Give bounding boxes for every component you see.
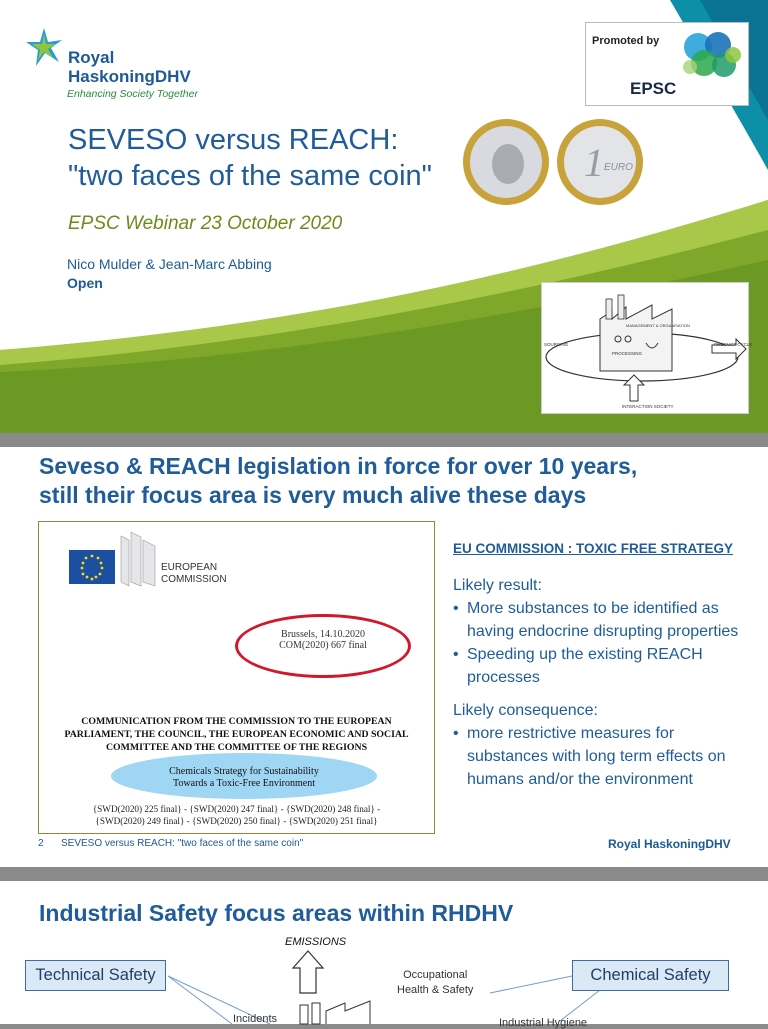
epsc-name: EPSC (630, 79, 677, 98)
logo-tagline: Enhancing Society Together (67, 88, 198, 100)
strategy-bullets (453, 574, 758, 791)
result-list (453, 597, 758, 689)
slide2-title-line-2: still their focus area is very much alive these days (39, 482, 587, 508)
comm-line-3: COMMITTEE AND THE COMMITTEE OF THE REGIONS (105, 742, 368, 753)
consequence-list (453, 722, 758, 791)
european-commission-name (161, 562, 227, 586)
page-number: 2 (38, 838, 44, 849)
emissions-label: EMISSIONS (285, 936, 347, 948)
document-date-reference (235, 629, 411, 651)
euro-coins-image (462, 118, 644, 206)
classification-label: Open (67, 275, 103, 291)
swd-line-1: {SWD(2020) 225 final} - {SWD(2020) 247 final} - {SWD(2020) 248 final} - (92, 804, 381, 814)
promoted-by-label: Promoted by (592, 35, 660, 47)
likely-consequence-label: Likely consequence: (453, 702, 598, 719)
occupational-line-2: Health & Safety (397, 984, 474, 996)
result-item: • More substances to be identified as having endocrine disrupting properties (467, 597, 758, 643)
occupational-health-label (397, 968, 473, 998)
epsc-circles-logo-icon (678, 27, 744, 89)
title-slide (0, 0, 768, 433)
presentation-title (68, 122, 432, 194)
chemical-safety-box: Chemical Safety (572, 960, 729, 991)
org-line-1: EUROPEAN (161, 562, 218, 573)
occupational-line-1: Occupational (403, 969, 468, 981)
document-reference: COM(2020) 667 final (279, 640, 367, 651)
diagram-processing-label: PROCESSING (612, 351, 643, 356)
footer-title: SEVESO versus REACH: "two faces of the same coin" (61, 838, 304, 849)
footer-logo: Royal HaskoningDHV (608, 837, 731, 851)
eu-commission-logo-icon (69, 532, 159, 586)
logo-line-royal: Royal (68, 48, 115, 67)
comm-line-1: COMMUNICATION FROM THE COMMISSION TO THE EUROPEAN (81, 716, 392, 727)
focus-areas-slide (0, 881, 768, 1029)
royal-haskoning-logo-icon (26, 26, 66, 70)
swd-line-2: {SWD(2020) 249 final} - {SWD(2020) 250 final} - {SWD(2020) 251 final} (95, 816, 378, 826)
technical-safety-box: Technical Safety (25, 960, 166, 991)
swd-references (49, 803, 424, 827)
strategy-line-2: Towards a Toxic-Free Environment (173, 778, 315, 789)
strategy-line-1: Chemicals Strategy for Sustainability (169, 766, 319, 777)
incidents-label: Incidents (233, 1013, 278, 1025)
title-line-1: SEVESO versus REACH: (68, 124, 399, 156)
document-date: Brussels, 14.10.2020 (281, 629, 365, 640)
toxic-free-strategy-heading: EU COMMISSION : TOXIC FREE STRATEGY (453, 541, 734, 556)
title-line-2: "two faces of the same coin" (68, 160, 432, 192)
diagram-product-cycle-label: PRODUCT CYCLE (714, 342, 753, 347)
diagram-society-label: INTERACTION SOCIETY (622, 404, 674, 409)
slide3-title: Industrial Safety focus areas within RHDHV (39, 900, 514, 926)
communication-heading (51, 715, 422, 754)
strategy-title (111, 766, 377, 790)
org-line-2: COMMISSION (161, 574, 227, 585)
emissions-arrow-icon (293, 951, 323, 993)
svg-text:1: 1 (584, 140, 604, 185)
factory-process-diagram (541, 282, 753, 414)
logo-line-haskoning: HaskoningDHV (68, 67, 191, 86)
slide2-title-line-1: Seveso & REACH legislation in force for over 10 years, (39, 453, 638, 479)
logo-wordmark (68, 48, 191, 86)
legislation-slide (0, 447, 768, 867)
industrial-hygiene-label: Industrial Hygiene (499, 1017, 588, 1029)
slide2-title (39, 452, 759, 510)
consequence-item: • more restrictive measures for substances with long term effects on humans and/or the environment (467, 722, 758, 791)
diagram-sourcing-label: SOURCING (544, 342, 569, 347)
webinar-subtitle: EPSC Webinar 23 October 2020 (68, 213, 343, 234)
epsc-promoter-box (585, 22, 749, 106)
coin-euro-label: EURO (604, 162, 633, 173)
diagram-management-label: MANAGEMENT & ORGANISATION (626, 323, 690, 328)
likely-result-label: Likely result: (453, 577, 542, 594)
focus-areas-diagram (0, 881, 768, 1024)
authors: Nico Mulder & Jean-Marc Abbing (67, 256, 272, 272)
eu-communication-document (38, 521, 435, 834)
result-item: • Speeding up the existing REACH processes (467, 643, 758, 689)
comm-line-2: PARLIAMENT, THE COUNCIL, THE EUROPEAN ECONOMIC AND SOCIAL (64, 729, 409, 740)
